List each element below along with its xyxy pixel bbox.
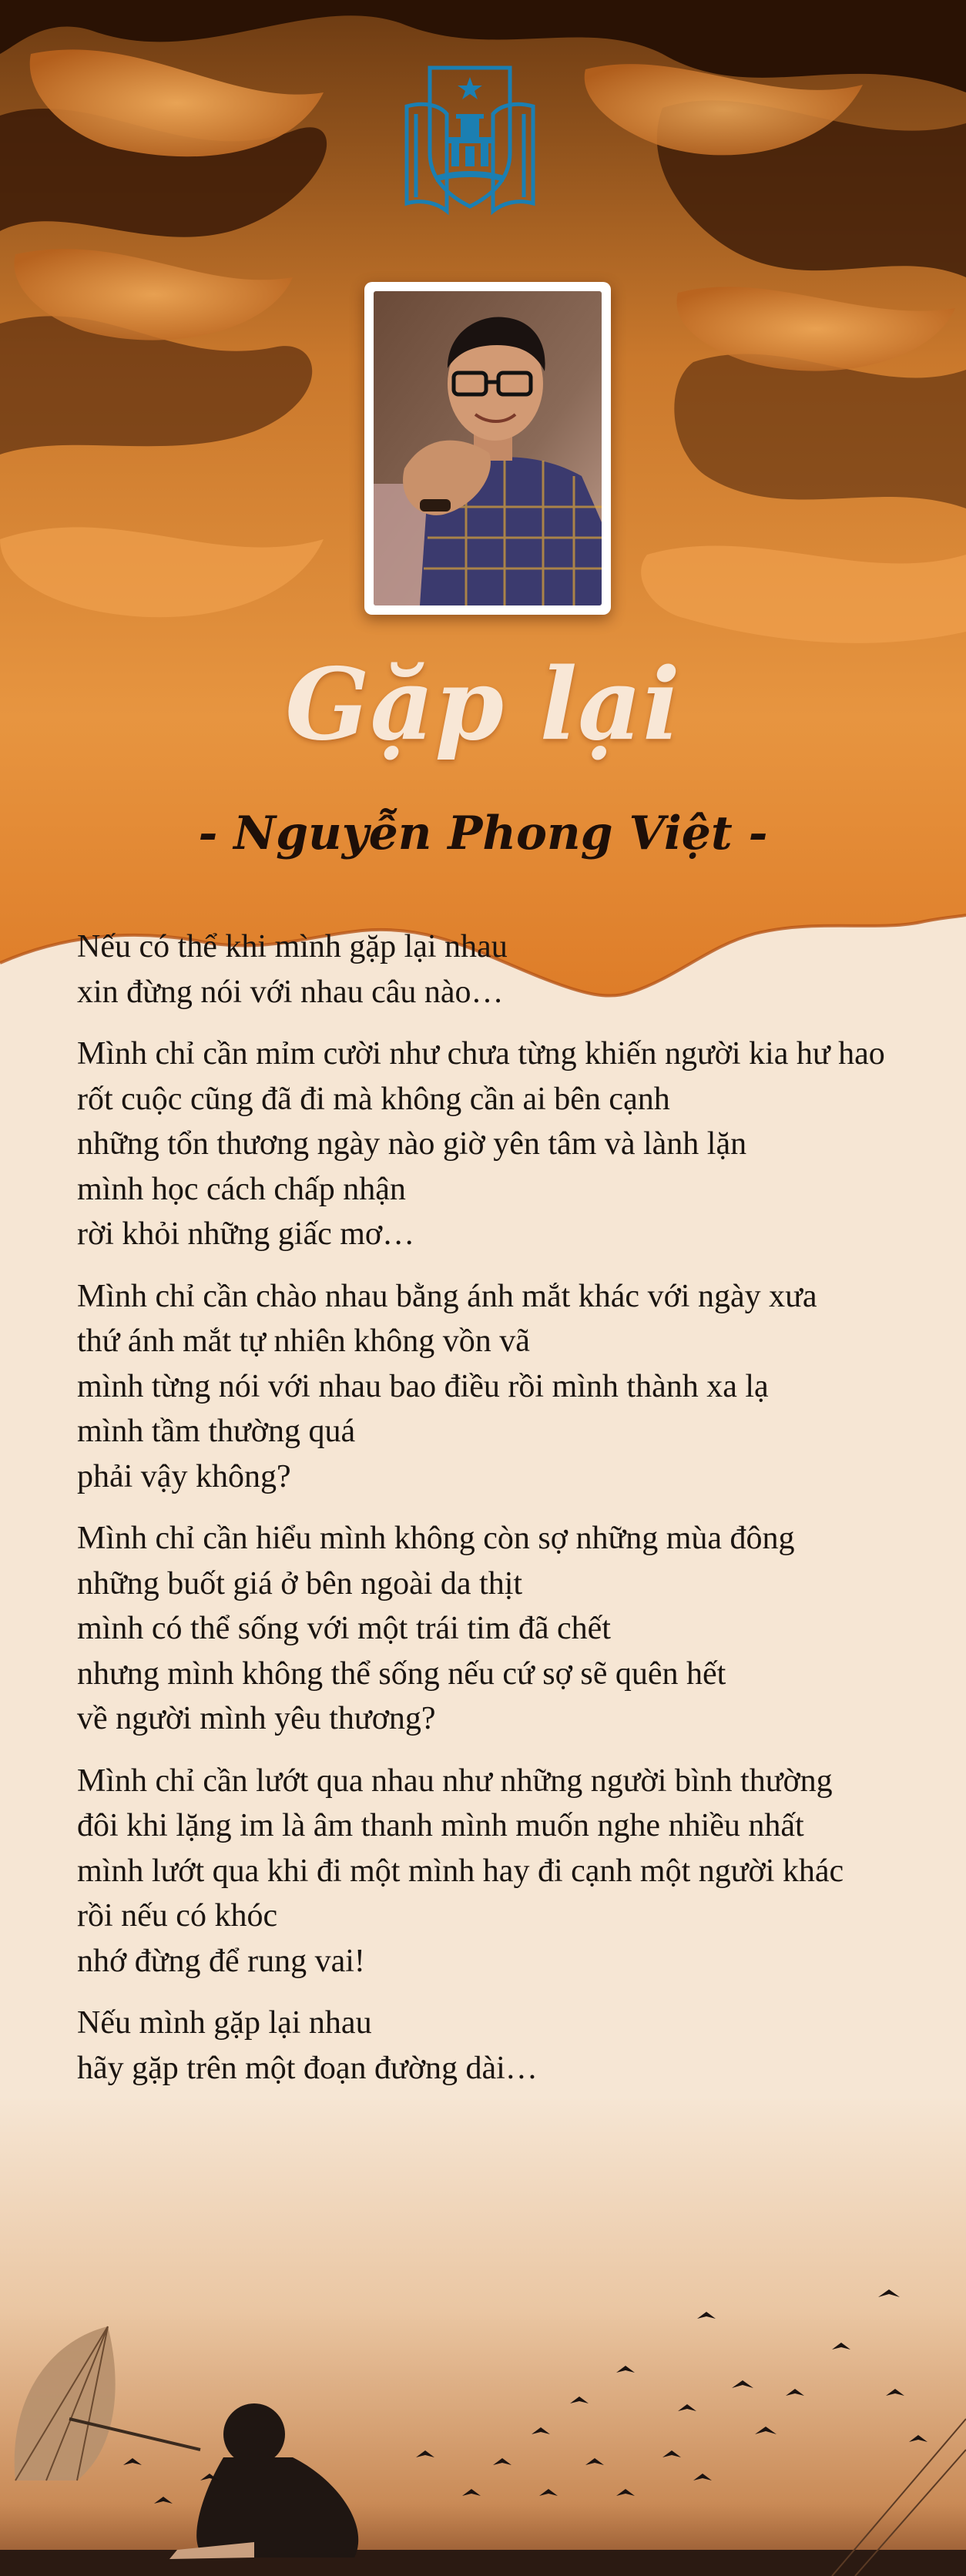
school-book-emblem-icon — [401, 60, 539, 222]
poem-body — [77, 924, 924, 2108]
poem-line: rốt cuộc cũng đã đi mà không cần ai bên cạnh — [77, 1081, 670, 1117]
stanza — [77, 1516, 924, 1742]
poem-author: - Nguyễn Phong Việt - — [198, 807, 768, 860]
poem-line: đôi khi lặng im là âm thanh mình muốn nghe nhiều nhất — [77, 1808, 804, 1843]
poem-line: rời khỏi những giấc mơ… — [77, 1216, 415, 1252]
poem-line: những buốt giá ở bên ngoài da thịt — [77, 1565, 523, 1602]
poem-line: rồi nếu có khóc — [77, 1898, 278, 1934]
poem-line: mình có thể sống với một trái tim đã chết — [77, 1611, 611, 1646]
author-portrait-frame — [364, 282, 611, 615]
stanza — [77, 1274, 924, 1500]
poem-line: nhưng mình không thể sống nếu cứ sợ sẽ quên hết — [77, 1655, 726, 1692]
poem-line: nhớ đừng để rung vai! — [77, 1943, 365, 1979]
poem-line: Mình chỉ cần mỉm cười như chưa từng khiến người kia hư hao — [77, 1036, 885, 1072]
author-portrait — [374, 291, 602, 605]
stanza — [77, 1031, 924, 1257]
poem-line: mình từng nói với nhau bao điều rồi mình thành xa lạ — [77, 1368, 769, 1404]
poem-line: Mình chỉ cần lướt qua nhau như những người bình thường — [77, 1763, 833, 1799]
poem-title: Gặp lại — [285, 647, 681, 763]
poem-line: những tổn thương ngày nào giờ yên tâm và lành lặn — [77, 1126, 747, 1162]
seated-figure-with-umbrella-and-birds — [0, 2095, 966, 2576]
poem-line: Mình chỉ cần hiểu mình không còn sợ những mùa đông — [77, 1521, 795, 1556]
poem-line: mình tầm thường quá — [77, 1414, 356, 1449]
poem-line: hãy gặp trên một đoạn đường dài… — [77, 2050, 538, 2086]
poem-line: Mình chỉ cần chào nhau bằng ánh mắt khác với ngày xưa — [77, 1278, 817, 1314]
poem-line: Nếu có thể khi mình gặp lại nhau — [77, 929, 508, 964]
stanza — [77, 924, 924, 1015]
poem-line: mình học cách chấp nhận — [77, 1171, 406, 1207]
poem-line: về người mình yêu thương? — [77, 1701, 436, 1736]
poem-line: mình lướt qua khi đi một mình hay đi cạnh một người khác — [77, 1853, 844, 1889]
stanza — [77, 1759, 924, 1984]
stanza — [77, 2001, 924, 2091]
poem-line: phải vậy không? — [77, 1458, 291, 1494]
poem-line: xin đừng nói với nhau câu nào… — [77, 974, 504, 1010]
poem-line: thứ ánh mắt tự nhiên không vồn vã — [77, 1323, 530, 1359]
poem-line: Nếu mình gặp lại nhau — [77, 2005, 372, 2041]
